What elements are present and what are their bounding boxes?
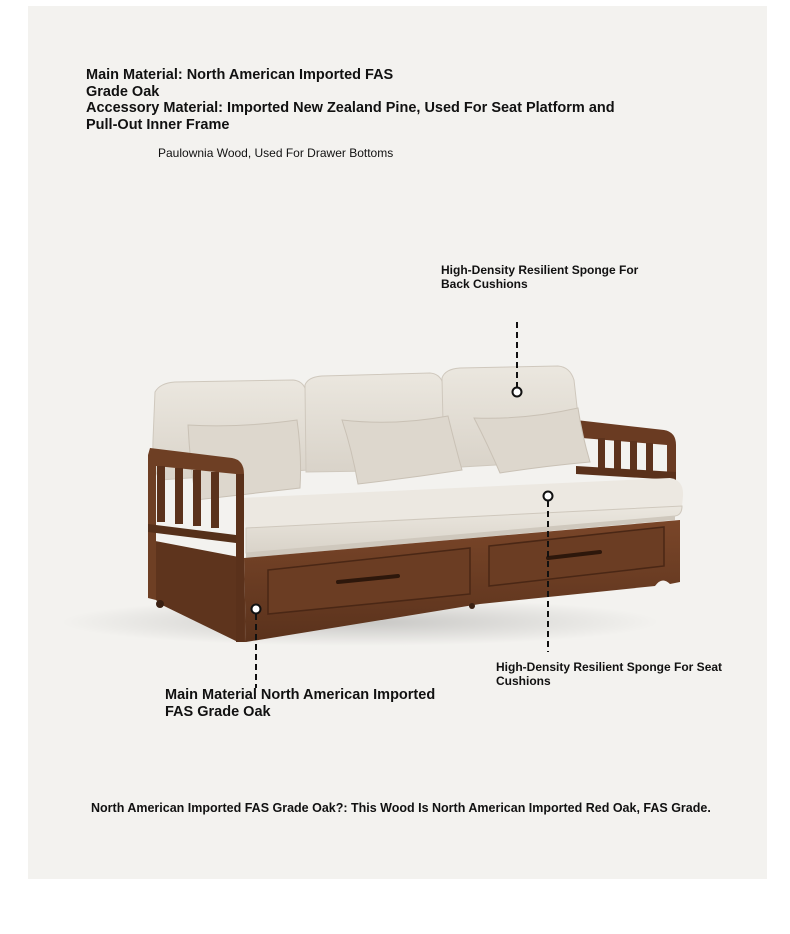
seat-cushion-callout (496, 661, 726, 688)
accessory-material-line2: Pull-Out Inner Frame (86, 116, 230, 133)
frame-material-callout (165, 687, 465, 721)
frame-material-line1: Main Material North American Imported (165, 687, 436, 703)
seat-cushion-marker (544, 492, 553, 501)
paulownia-note: Paulownia Wood, Used For Drawer Bottoms (158, 146, 394, 160)
seat-cushion-line1: High-Density Resilient Sponge For Seat (496, 660, 723, 674)
back-cushion-line1: High-Density Resilient Sponge For (441, 263, 639, 277)
accessory-material-line1: Accessory Material: Imported New Zealand Pine, Used For Seat Platform and (86, 100, 615, 116)
wood-footnote: North American Imported FAS Grade Oak?: This Wood Is North American Imported Red Oak, FAS Grade. (91, 801, 711, 815)
frame-material-line2: FAS Grade Oak (165, 704, 271, 720)
frame-marker (252, 605, 261, 614)
back-cushion-marker (513, 388, 522, 397)
back-cushion-line2: Back Cushions (441, 277, 528, 291)
main-material-line2: Grade Oak (86, 83, 160, 100)
seat-cushion-line2: Cushions (496, 673, 551, 688)
main-material-line1: Main Material: North American Imported FAS (86, 67, 394, 83)
right-armrest (576, 420, 676, 480)
